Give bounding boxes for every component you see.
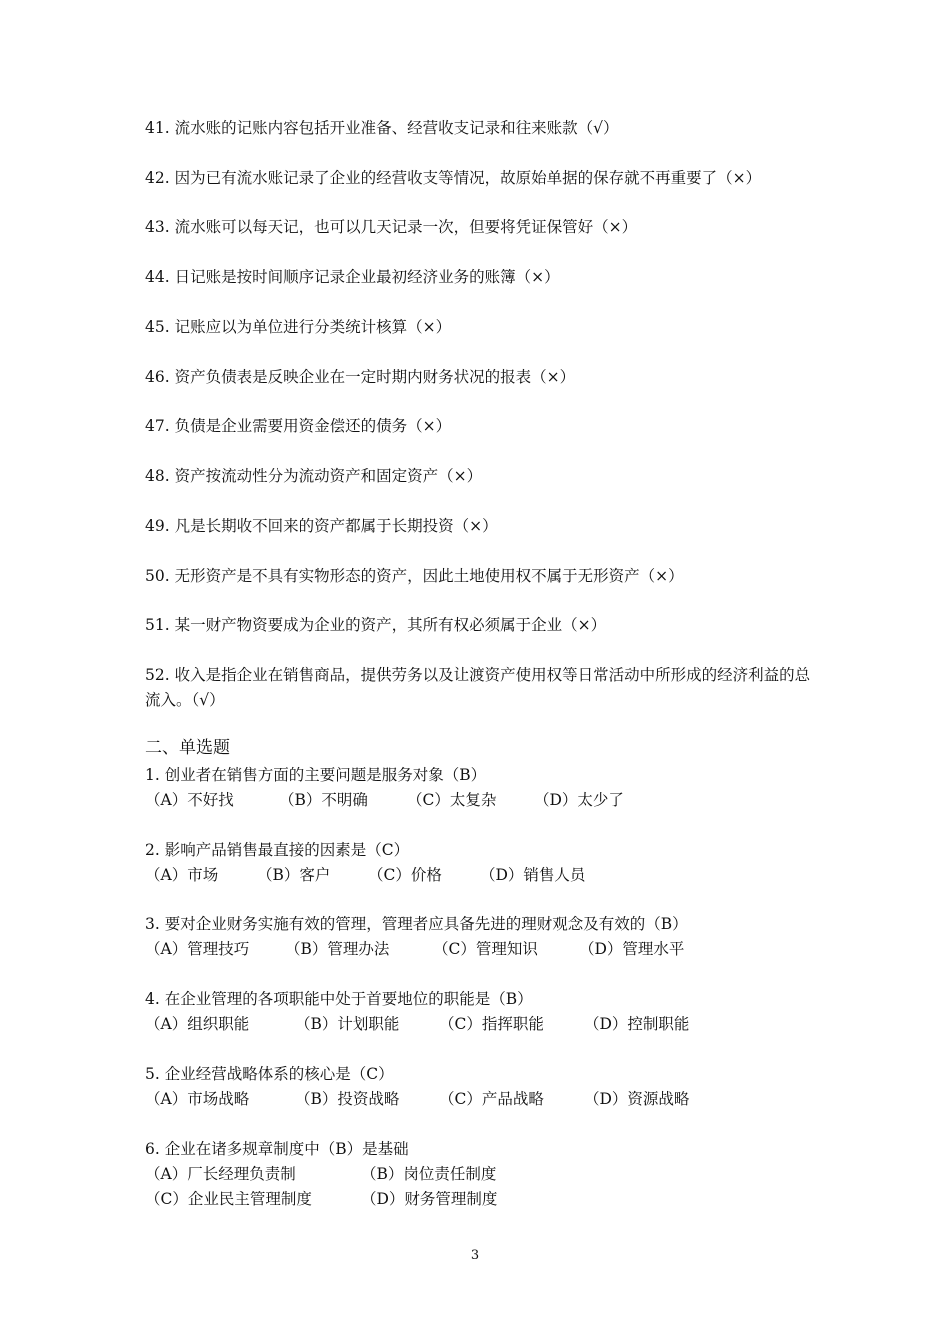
option-b: （B）岗位责任制度 xyxy=(361,1165,497,1183)
tf-item-49: 49. 凡是长期收不回来的资产都属于长期投资（×） xyxy=(145,517,498,535)
tf-item-41: 41. 流水账的记账内容包括开业准备、经营收支记录和往来账款（√） xyxy=(145,119,619,137)
option-d: （D）资源战略 xyxy=(584,1090,690,1108)
option-d: （D）财务管理制度 xyxy=(361,1190,498,1208)
question-stem: 2. 影响产品销售最直接的因素是（C） xyxy=(145,841,410,859)
tf-item-52: 52. 收入是指企业在销售商品，提供劳务以及让渡资产使用权等日常活动中所形成的经济利益的总流入。（√） xyxy=(145,666,811,709)
options-row xyxy=(145,1012,815,1037)
option-b: （B）管理办法 xyxy=(285,940,390,958)
option-a: （A）市场战略 xyxy=(145,1090,250,1108)
tf-item-43: 43. 流水账可以每天记，也可以几天记录一次，但要将凭证保管好（×） xyxy=(145,218,638,236)
options-row xyxy=(145,1162,815,1187)
question-stem: 1. 创业者在销售方面的主要问题是服务对象（B） xyxy=(145,766,487,784)
question-3 xyxy=(145,912,815,962)
option-d: （D）太少了 xyxy=(534,791,624,809)
question-stem: 5. 企业经营战略体系的核心是（C） xyxy=(145,1065,394,1083)
options-row xyxy=(145,1087,815,1112)
options-row xyxy=(145,863,815,888)
option-a: （A）组织职能 xyxy=(145,1015,250,1033)
options-row xyxy=(145,937,815,962)
options-row xyxy=(145,788,815,813)
option-c: （C）指挥职能 xyxy=(439,1015,544,1033)
option-a: （A）不好找 xyxy=(145,791,234,809)
tf-item-46: 46. 资产负债表是反映企业在一定时期内财务状况的报表（×） xyxy=(145,368,576,386)
option-d: （D）管理水平 xyxy=(579,940,685,958)
tf-item-47: 47. 负债是企业需要用资金偿还的债务（×） xyxy=(145,417,452,435)
tf-item-50: 50. 无形资产是不具有实物形态的资产，因此土地使用权不属于无形资产（×） xyxy=(145,567,684,585)
option-c: （C）太复杂 xyxy=(407,791,497,809)
section-title: 二、单选题 xyxy=(145,738,230,758)
option-b: （B）计划职能 xyxy=(295,1015,400,1033)
tf-item-48: 48. 资产按流动性分为流动资产和固定资产（×） xyxy=(145,467,483,485)
option-a: （A）市场 xyxy=(145,866,219,884)
question-6 xyxy=(145,1137,815,1212)
tf-item-45: 45. 记账应以为单位进行分类统计核算（×） xyxy=(145,318,452,336)
question-5 xyxy=(145,1062,815,1112)
options-row xyxy=(145,1187,815,1212)
option-d: （D）控制职能 xyxy=(584,1015,690,1033)
tf-item-51: 51. 某一财产物资要成为企业的资产，其所有权必须属于企业（×） xyxy=(145,616,607,634)
question-2 xyxy=(145,838,815,888)
question-stem: 3. 要对企业财务实施有效的管理，管理者应具备先进的理财观念及有效的（B） xyxy=(145,915,688,933)
question-1 xyxy=(145,763,815,813)
option-c: （C）价格 xyxy=(368,866,442,884)
question-stem: 6. 企业在诸多规章制度中（B）是基础 xyxy=(145,1140,409,1158)
tf-item-42: 42. 因为已有流水账记录了企业的经营收支等情况，故原始单据的保存就不再重要了（×） xyxy=(145,169,762,187)
option-c: （C）管理知识 xyxy=(433,940,538,958)
page-number: 3 xyxy=(470,1248,480,1263)
question-4 xyxy=(145,987,815,1037)
option-b: （B）不明确 xyxy=(279,791,368,809)
option-a: （A）管理技巧 xyxy=(145,940,250,958)
question-stem: 4. 在企业管理的各项职能中处于首要地位的职能是（B） xyxy=(145,990,533,1008)
option-b: （B）投资战略 xyxy=(295,1090,400,1108)
option-c: （C）企业民主管理制度 xyxy=(145,1190,312,1208)
tf-item-44: 44. 日记账是按时间顺序记录企业最初经济业务的账簿（×） xyxy=(145,268,560,286)
option-d: （D）销售人员 xyxy=(480,866,586,884)
option-b: （B）客户 xyxy=(257,866,331,884)
option-a: （A）厂长经理负责制 xyxy=(145,1165,296,1183)
option-c: （C）产品战略 xyxy=(439,1090,544,1108)
